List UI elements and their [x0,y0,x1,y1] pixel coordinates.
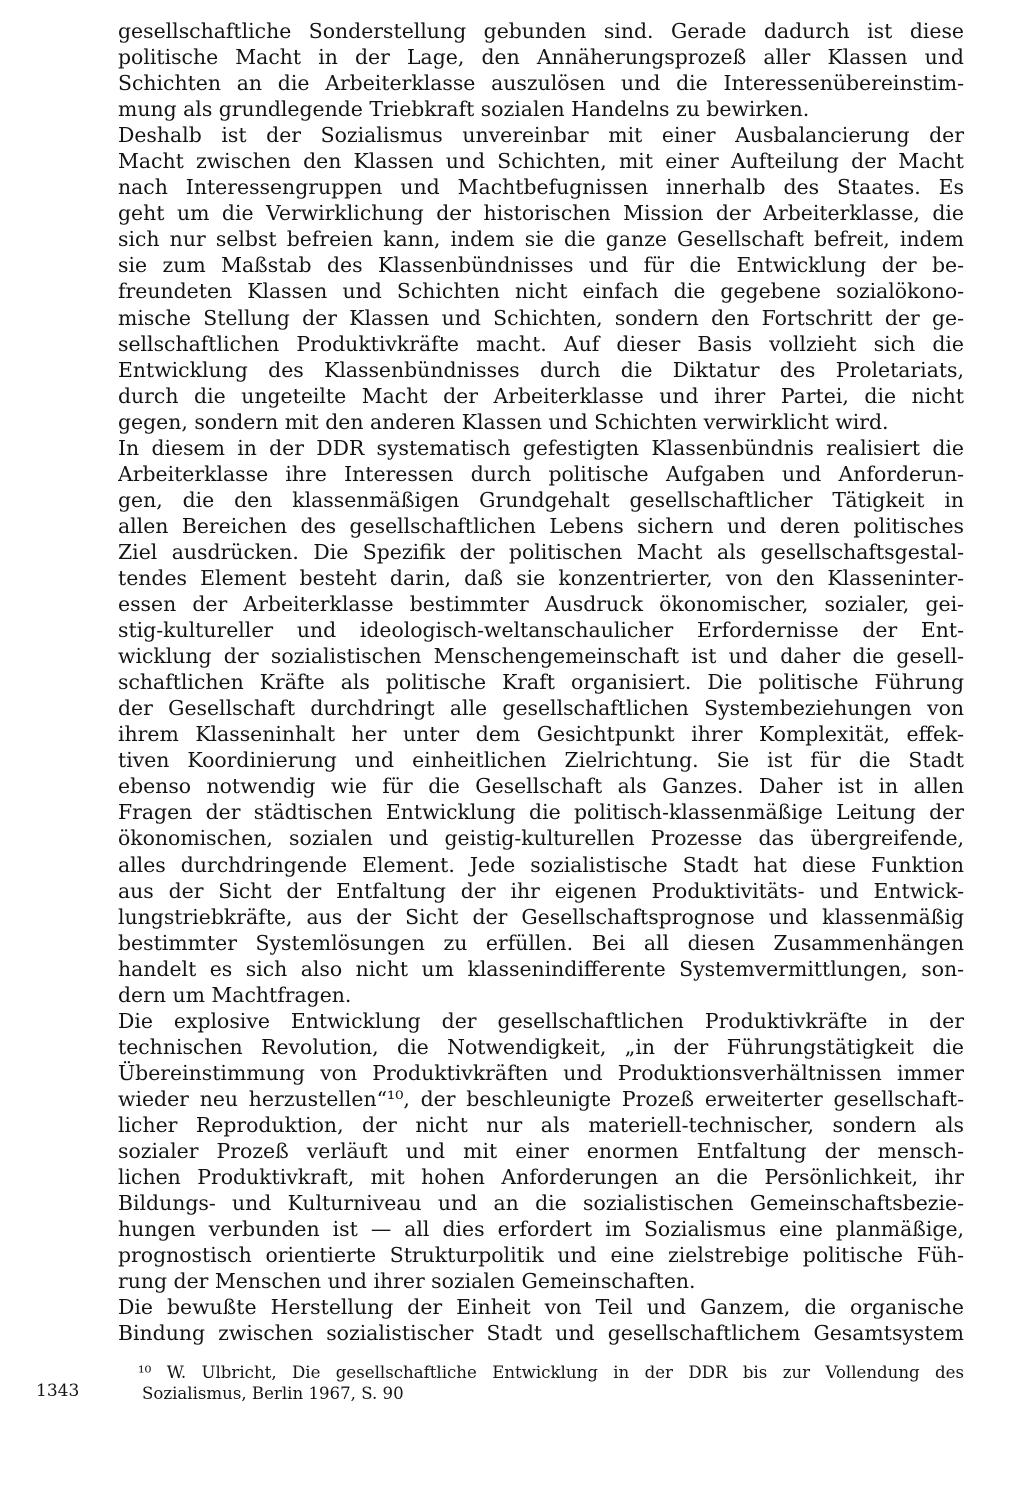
text-line: licher Reproduktion, der nicht nur als materiell-technischer, sondern als [118,1112,964,1137]
text-line: schaftlichen Kräfte als politische Kraft organisiert. Die politische Führung [118,670,964,695]
text-line: Entwicklung des Klassenbündnisses durch die Diktatur des Proletariats, [118,357,964,382]
text-line: mung als grundlegende Triebkraft sozialen Handelns zu bewirken. [118,97,810,122]
text-line: hungen verbunden ist — all dies erfordert im Sozialismus eine planmäßige, [118,1217,964,1242]
text-line: der Gesellschaft durchdringt alle gesellschaftlichen Systembeziehungen von [118,696,964,721]
text-line: geht um die Verwirklichung der historischen Mission der Arbeiterklasse, die [118,201,964,226]
text-line: lungstriebkräfte, aus der Sicht der Gesellschaftsprognose und klassenmäßig [118,904,964,929]
text-line: handelt es sich also nicht um klassenindifferente Systemvermittlungen, son- [118,956,964,981]
text-line: ihrem Klasseninhalt her unter dem Gesichtpunkt ihrer Komplexität, effek- [118,722,964,747]
footnote-line: ¹⁰ W. Ulbricht, Die gesellschaftliche Entwicklung in der DDR bis zur Vollendung des [138,1363,964,1382]
text-line: sich nur selbst befreien kann, indem sie die ganze Gesellschaft befreit, indem [118,227,964,252]
text-line: Übereinstimmung von Produktivkräften und Produktionsverhältnissen immer [118,1060,964,1085]
text-line: tiven Koordinierung und einheitlichen Zielrichtung. Sie ist für die Stadt [118,748,964,773]
text-line: dern um Machtfragen. [118,982,352,1007]
text-line: durch die ungeteilte Macht der Arbeiterklasse und ihrer Partei, die nicht [118,383,964,408]
text-line: gesellschaftliche Sonderstellung gebunden sind. Gerade dadurch ist diese [118,19,964,43]
footnote [138,1362,964,1404]
text-line: technischen Revolution, die Notwendigkeit, „in der Führungstätigkeit die [118,1034,964,1059]
text-line: politische Macht in der Lage, den Annäherungsprozeß aller Klassen und [118,45,964,70]
text-line: aus der Sicht der Entfaltung der ihr eigenen Produktivitäts- und Entwick- [118,878,964,903]
text-line: ebenso notwendig wie für die Gesellschaft als Ganzes. Daher ist in allen [118,774,964,799]
text-line: In diesem in der DDR systematisch gefestigten Klassenbündnis realisiert die [118,435,964,460]
text-line: Arbeiterklasse ihre Interessen durch politische Aufgaben und Anforderun- [118,461,964,486]
text-line: allen Bereichen des gesellschaftlichen Lebens sichern und deren politisches [118,513,964,538]
text-line: Bindung zwischen sozialistischer Stadt und gesellschaftlichem Gesamtsystem [118,1321,964,1346]
text-line: bestimmter Systemlösungen zu erfüllen. Bei all diesen Zusammenhängen [118,930,964,955]
text-line: wieder neu herzustellen“¹⁰, der beschleunigte Prozeß erweiterter gesellschaft- [118,1086,964,1111]
text-line: Macht zwischen den Klassen und Schichten, mit einer Aufteilung der Macht [118,149,964,174]
text-line: Schichten an die Arbeiterklasse auszulösen und die Interessenübereinstim- [118,71,964,96]
text-line: Die bewußte Herstellung der Einheit von Teil und Ganzem, die organische [118,1295,964,1320]
text-line: wicklung der sozialistischen Menschengemeinschaft ist und daher die gesell- [118,644,964,669]
text-line: Deshalb ist der Sozialismus unvereinbar mit einer Ausbalancierung der [118,123,964,148]
paragraph [118,1294,964,1346]
text-line: mische Stellung der Klassen und Schichten, sondern den Fortschritt der ge- [118,305,964,330]
paragraph [118,435,964,1008]
paragraph [118,1008,964,1295]
text-line: tendes Element besteht darin, daß sie konzentrierter, von den Klasseninter- [118,565,964,590]
page-number: 1343 [36,1381,80,1401]
text-line: stig-kultureller und ideologisch-weltanschaulicher Erfordernisse der Ent- [118,618,964,643]
body-text [118,18,964,1346]
text-line: Bildungs- und Kulturniveau und an die sozialistischen Gemeinschaftsbezie- [118,1191,964,1216]
text-line: alles durchdringende Element. Jede sozialistische Stadt hat diese Funktion [118,852,964,877]
text-line: lichen Produktivkraft, mit hohen Anforderungen an die Persönlichkeit, ihr [118,1165,964,1190]
text-line: sie zum Maßstab des Klassenbündnisses und für die Entwicklung der be- [118,253,964,278]
paragraph [118,18,964,122]
text-line: sozialer Prozeß verläuft und mit einer enormen Entfaltung der mensch- [118,1139,964,1164]
text-line: nach Interessengruppen und Machtbefugnissen innerhalb des Staates. Es [118,175,964,200]
text-line: rung der Menschen und ihrer sozialen Gemeinschaften. [118,1269,696,1294]
text-line: freundeten Klassen und Schichten nicht einfach die gegebene sozialökono- [118,279,964,304]
text-line: prognostisch orientierte Strukturpolitik und eine zielstrebige politische Füh- [118,1243,964,1268]
footnote-line: Sozialismus, Berlin 1967, S. 90 [142,1384,404,1403]
text-line: ökonomischen, sozialen und geistig-kulturellen Prozesse das übergreifende, [118,826,964,851]
text-line: sellschaftlichen Produktivkräfte macht. Auf dieser Basis vollzieht sich die [118,331,964,356]
text-line: Fragen der städtischen Entwicklung die politisch-klassenmäßige Leitung der [118,800,964,825]
text-line: essen der Arbeiterklasse bestimmter Ausdruck ökonomischer, sozialer, gei- [118,592,964,617]
text-line: Die explosive Entwicklung der gesellschaftlichen Produktivkräfte in der [118,1008,964,1033]
text-line: gegen, sondern mit den anderen Klassen und Schichten verwirklicht wird. [118,409,889,434]
text-line: Ziel ausdrücken. Die Spezifik der politischen Macht als gesellschaftsgestal- [118,539,964,564]
text-line: gen, die den klassenmäßigen Grundgehalt gesellschaftlicher Tätigkeit in [118,487,964,512]
paragraph [118,122,964,435]
